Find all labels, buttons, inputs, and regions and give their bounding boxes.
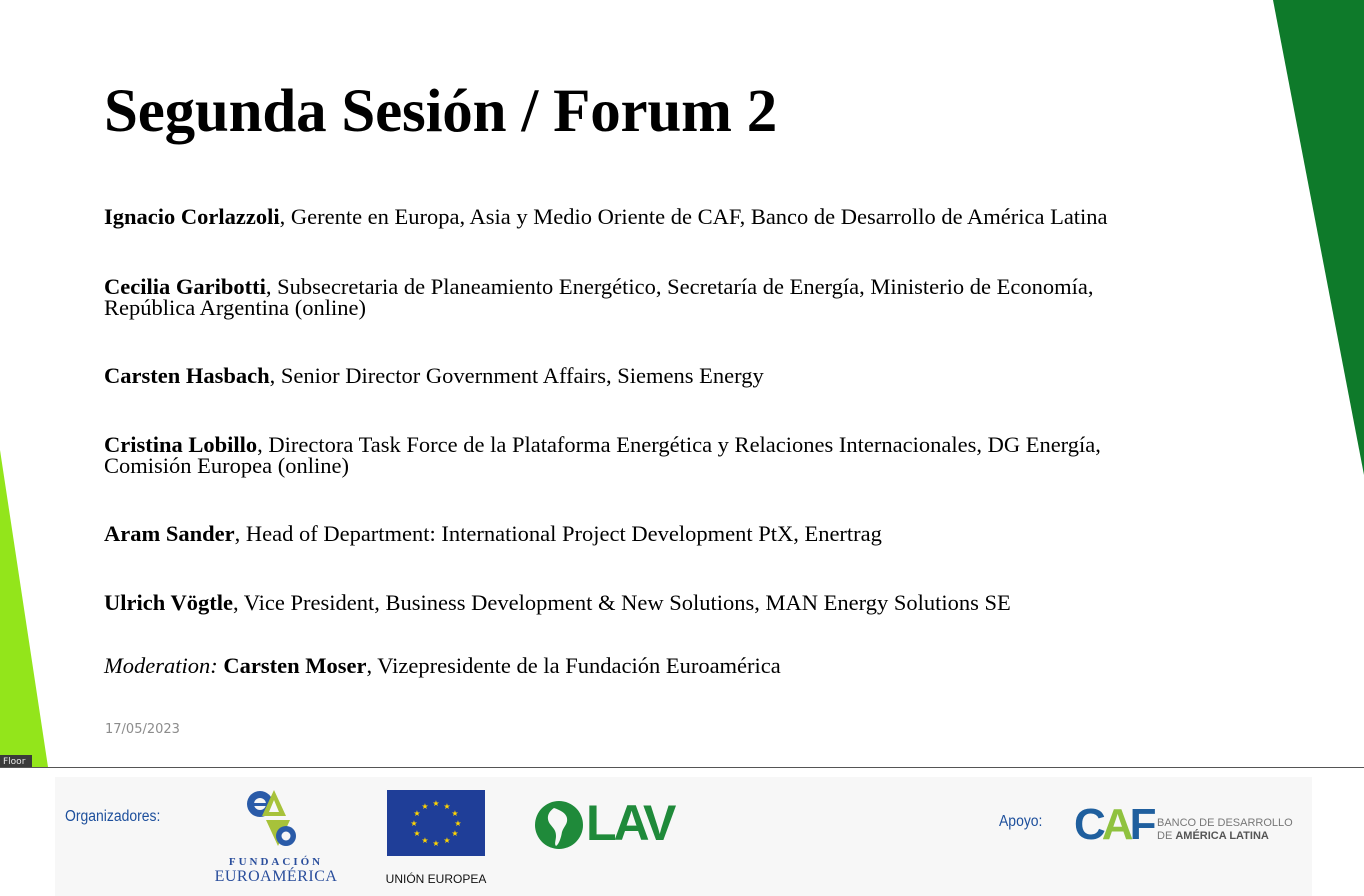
svg-text:★: ★ <box>454 819 462 828</box>
svg-text:★: ★ <box>432 839 440 848</box>
speaker-role-continued: República Argentina (online) <box>104 295 367 320</box>
moderation-label: Moderation: <box>104 653 224 678</box>
speaker-name: Cecilia Garibotti <box>104 274 266 299</box>
svg-text:★: ★ <box>421 836 429 845</box>
svg-text:★: ★ <box>421 802 429 811</box>
caf-logo <box>1074 800 1293 854</box>
speaker-name: Ignacio Corlazzoli <box>104 204 280 229</box>
support-label: Apoyo: <box>999 813 1043 830</box>
caf-logo-subtitle: BANCO DE DESARROLLO <box>1157 817 1293 829</box>
speaker-name: Ulrich Vögtle <box>104 590 233 615</box>
union-europea-logo <box>384 790 488 890</box>
speaker-name: Cristina Lobillo <box>104 432 258 457</box>
right-dark-green-stripe <box>1273 0 1364 475</box>
speaker-name: Aram Sander <box>104 521 235 546</box>
speaker-line <box>104 434 1204 476</box>
speaker-line <box>104 206 1204 227</box>
organizers-label: Organizadores: <box>65 808 161 825</box>
lav-logo-text: LAV <box>586 795 674 851</box>
svg-text:★: ★ <box>413 809 421 818</box>
eaa-mark-icon <box>210 786 342 856</box>
caf-logo-mark: CAF <box>1074 800 1153 849</box>
fea-logo-line2: EUROAMÉRICA <box>214 868 338 885</box>
svg-text:★: ★ <box>451 829 459 838</box>
moderator-role: , Vizepresidente de la Fundación Euroamérica <box>366 653 781 678</box>
speaker-role: , Vice President, Business Development & New Solutions, MAN Energy Solutions SE <box>232 590 1011 615</box>
svg-text:★: ★ <box>443 836 451 845</box>
svg-text:★: ★ <box>451 809 459 818</box>
svg-text:★: ★ <box>432 799 440 808</box>
globe-icon <box>534 800 584 850</box>
speaker-name: Carsten Hasbach <box>104 363 270 388</box>
speaker-line <box>104 365 1204 386</box>
fea-logo-line1: FUNDACIÓN <box>228 856 324 868</box>
slide-date: 17/05/2023 <box>105 722 180 737</box>
speaker-line <box>104 276 1204 318</box>
speaker-role: , Senior Director Government Affairs, Siemens Energy <box>269 363 764 388</box>
slide-title: Segunda Sesión / Forum 2 <box>104 78 778 145</box>
speaker-role: , Gerente en Europa, Asia y Medio Oriente de CAF, Banco de Desarrollo de América Latina <box>279 204 1108 229</box>
speaker-line <box>104 592 1204 613</box>
moderator-line <box>104 655 1204 676</box>
speaker-line <box>104 523 1204 544</box>
fundacion-euroamerica-logo <box>210 786 342 886</box>
eu-stars-icon <box>387 790 485 856</box>
speaker-role: , Directora Task Force de la Plataforma Energética y Relaciones Internacionales, DG Energía, <box>257 432 1101 457</box>
svg-text:★: ★ <box>413 829 421 838</box>
sponsor-footer <box>0 768 1364 896</box>
floor-tag: Floor <box>0 755 32 767</box>
speaker-role: , Subsecretaria de Planeamiento Energético, Secretaría de Energía, Ministerio de Economía, <box>265 274 1094 299</box>
left-lime-green-stripe <box>0 450 48 767</box>
moderator-name: Carsten Moser <box>223 653 367 678</box>
eu-flag-icon <box>387 790 485 856</box>
speaker-role: , Head of Department: International Project Development PtX, Enertrag <box>234 521 882 546</box>
svg-text:★: ★ <box>410 819 418 828</box>
eu-logo-label: UNIÓN EUROPEA <box>385 872 487 886</box>
svg-text:★: ★ <box>443 802 451 811</box>
speaker-role-continued: Comisión Europea (online) <box>104 453 349 478</box>
lav-logo <box>534 795 676 851</box>
caf-logo-subtitle-2: DE AMÉRICA LATINA <box>1157 830 1269 842</box>
